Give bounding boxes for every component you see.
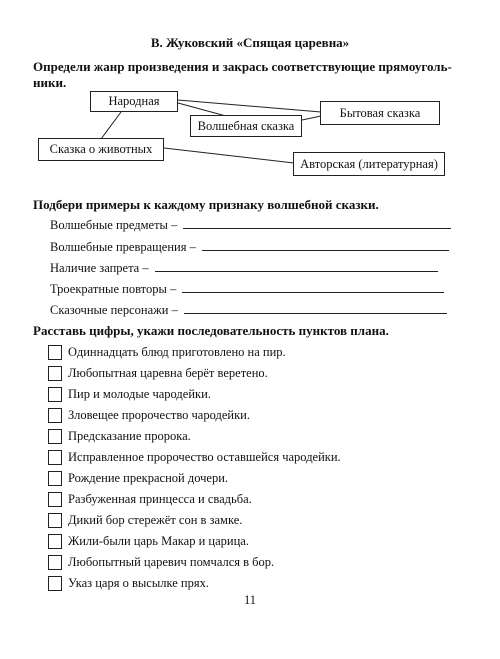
plan-item: [48, 492, 252, 507]
plan-number-box[interactable]: [48, 513, 62, 528]
plan-item-text: Разбуженная принцесса и свадьба.: [68, 492, 252, 506]
feature-label: Волшебные предметы –: [50, 218, 178, 232]
feature-label: Волшебные превращения –: [50, 240, 196, 254]
plan-item: [48, 429, 191, 444]
plan-item: [48, 345, 286, 360]
connector-zhivotnye-avtorskaya: [164, 148, 294, 163]
plan-number-box[interactable]: [48, 492, 62, 507]
feature-label: Троекратные повторы –: [50, 282, 177, 296]
plan-number-box[interactable]: [48, 345, 62, 360]
feature-label: Наличие запрета –: [50, 261, 149, 275]
plan-number-box[interactable]: [48, 576, 62, 591]
genre-box-volshebnaya[interactable]: Волшебная сказка: [190, 115, 302, 137]
feature-row: [50, 301, 447, 318]
task3-instruction: Расставь цифры, укажи последовательность пунктов плана.: [33, 323, 389, 338]
feature-row: [50, 238, 449, 255]
plan-item: [48, 450, 341, 465]
genre-box-narodnaya[interactable]: Народная: [90, 91, 178, 112]
plan-item: [48, 387, 211, 402]
page-number: 11: [243, 593, 257, 607]
plan-item: [48, 408, 250, 423]
plan-item: [48, 471, 228, 486]
answer-line[interactable]: [183, 216, 451, 229]
plan-item-text: Одиннадцать блюд приготовлено на пир.: [68, 345, 286, 359]
connector-narodnaya-bytovaya: [178, 100, 321, 112]
plan-item: [48, 366, 268, 381]
plan-number-box[interactable]: [48, 555, 62, 570]
answer-line[interactable]: [184, 301, 447, 314]
plan-item-text: Предсказание пророка.: [68, 429, 191, 443]
task2-instruction: Подбери примеры к каждому признаку волшебной сказки.: [33, 197, 379, 212]
plan-item-text: Пир и молодые чародейки.: [68, 387, 211, 401]
plan-item-text: Указ царя о высылке прях.: [68, 576, 209, 590]
genre-box-zhivotnye[interactable]: Сказка о животных: [38, 138, 164, 161]
plan-item-text: Любопытный царевич помчался в бор.: [68, 555, 275, 569]
plan-item-text: Зловещее пророчество чародейки.: [68, 408, 250, 422]
connector-volshebnaya-bytovaya: [302, 116, 321, 120]
plan-number-box[interactable]: [48, 534, 62, 549]
answer-line[interactable]: [202, 238, 449, 251]
plan-item-text: Рождение прекрасной дочери.: [68, 471, 229, 485]
feature-row: [50, 216, 451, 233]
connector-narodnaya-zhivotnye: [101, 112, 121, 139]
plan-number-box[interactable]: [48, 387, 62, 402]
genre-box-bytovaya[interactable]: Бытовая сказка: [320, 101, 440, 125]
plan-number-box[interactable]: [48, 366, 62, 381]
plan-number-box[interactable]: [48, 450, 62, 465]
feature-row: [50, 259, 438, 276]
plan-number-box[interactable]: [48, 408, 62, 423]
plan-number-box[interactable]: [48, 429, 62, 444]
page-title: В. Жуковский «Спящая царевна»: [150, 35, 350, 50]
plan-item: [48, 513, 242, 528]
feature-label: Сказочные персонажи –: [50, 303, 178, 317]
plan-item: [48, 555, 274, 570]
plan-item-text: Жили-были царь Макар и царица.: [68, 534, 249, 548]
plan-number-box[interactable]: [48, 471, 62, 486]
feature-row: [50, 280, 444, 297]
plan-item-text: Любопытная царевна берёт веретено.: [68, 366, 268, 380]
plan-item: [48, 576, 209, 591]
plan-item-text: Исправленное пророчество оставшейся чародейки.: [68, 450, 341, 464]
genre-box-avtorskaya[interactable]: Авторская (литературная): [293, 152, 445, 176]
task1-instruction: Определи жанр произведения и закрась соответствующие прямоуголь-ники.: [33, 59, 452, 90]
answer-line[interactable]: [182, 280, 444, 293]
plan-item-text: Дикий бор стережёт сон в замке.: [68, 513, 243, 527]
plan-item: [48, 534, 249, 549]
answer-line[interactable]: [155, 259, 438, 272]
